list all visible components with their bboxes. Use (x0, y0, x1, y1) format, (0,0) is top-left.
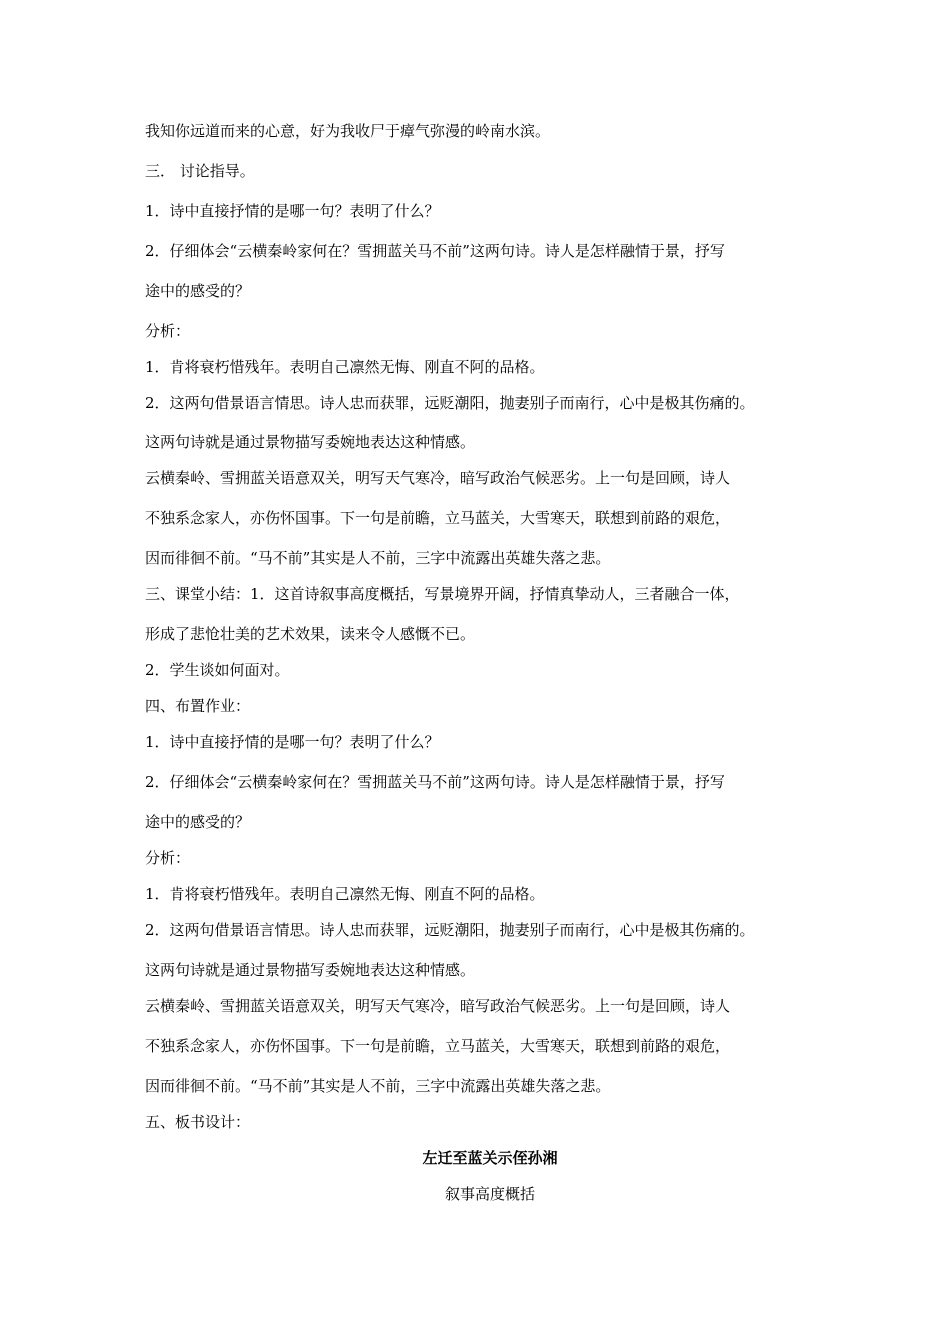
paragraph-line: 2．这两句借景语言情思。诗人忠而获罪，远贬潮阳，抛妻别子而南行，心中是极其伤痛的。 (145, 394, 755, 412)
paragraph-line: 分析： (145, 322, 191, 340)
section-heading-board-design: 五、板书设计： (145, 1113, 251, 1131)
paragraph-line: 不独系念家人，亦伤怀国事。下一句是前瞻，立马蓝关，大雪寒天，联想到前路的艰危， (145, 1037, 731, 1055)
paragraph-line: 这两句诗就是通过景物描写委婉地表达这种情感。 (145, 961, 476, 979)
paragraph-line: 形成了悲怆壮美的艺术效果，读来令人感慨不已。 (145, 625, 476, 643)
paragraph-line: 云横秦岭、雪拥蓝关语意双关，明写天气寒冷，暗写政治气候恶劣。上一句是回顾，诗人 (145, 997, 731, 1015)
paragraph-line: 我知你远道而来的心意，好为我收尸于瘴气弥漫的岭南水滨。 (145, 122, 551, 140)
paragraph-line: 1．诗中直接抒情的是哪一句？表明了什么？ (145, 733, 440, 751)
board-subtitle: 叙事高度概括 (444, 1185, 535, 1203)
paragraph-line: 1．肯将衰朽惜残年。表明自己凛然无悔、刚直不阿的品格。 (145, 885, 545, 903)
paragraph-line: 因而徘徊不前。“马不前”其实是人不前，三字中流露出英雄失落之悲。 (145, 1077, 611, 1095)
paragraph-line: 2．仔细体会“云横秦岭家何在？雪拥蓝关马不前”这两句诗。诗人是怎样融情于景，抒写 (145, 242, 725, 260)
paragraph-line: 1．诗中直接抒情的是哪一句？表明了什么？ (145, 202, 440, 220)
paragraph-line: 不独系念家人，亦伤怀国事。下一句是前瞻，立马蓝关，大雪寒天，联想到前路的艰危， (145, 509, 731, 527)
paragraph-line: 途中的感受的？ (145, 813, 251, 831)
paragraph-line: 1．肯将衰朽惜残年。表明自己凛然无悔、刚直不阿的品格。 (145, 358, 545, 376)
paragraph-line: 云横秦岭、雪拥蓝关语意双关，明写天气寒冷，暗写政治气候恶劣。上一句是回顾，诗人 (145, 469, 731, 487)
paragraph-line: 分析： (145, 849, 191, 867)
paragraph-line: 这两句诗就是通过景物描写委婉地表达这种情感。 (145, 433, 476, 451)
paragraph-line: 2．仔细体会“云横秦岭家何在？雪拥蓝关马不前”这两句诗。诗人是怎样融情于景，抒写 (145, 773, 725, 791)
section-heading-summary: 三、课堂小结：1．这首诗叙事高度概括，写景境界开阔，抒情真挚动人，三者融合一体， (145, 585, 740, 603)
paragraph-line: 2．这两句借景语言情思。诗人忠而获罪，远贬潮阳，抛妻别子而南行，心中是极其伤痛的。 (145, 921, 755, 939)
section-heading-discussion: 三． 讨论指导。 (145, 162, 255, 180)
paragraph-line: 2．学生谈如何面对。 (145, 661, 290, 679)
document-body (145, 121, 835, 1204)
paragraph-line: 因而徘徊不前。“马不前”其实是人不前，三字中流露出英雄失落之悲。 (145, 549, 611, 567)
section-heading-homework: 四、布置作业： (145, 697, 251, 715)
board-title: 左迁至蓝关示侄孙湘 (422, 1149, 558, 1167)
paragraph-line: 途中的感受的？ (145, 282, 251, 300)
